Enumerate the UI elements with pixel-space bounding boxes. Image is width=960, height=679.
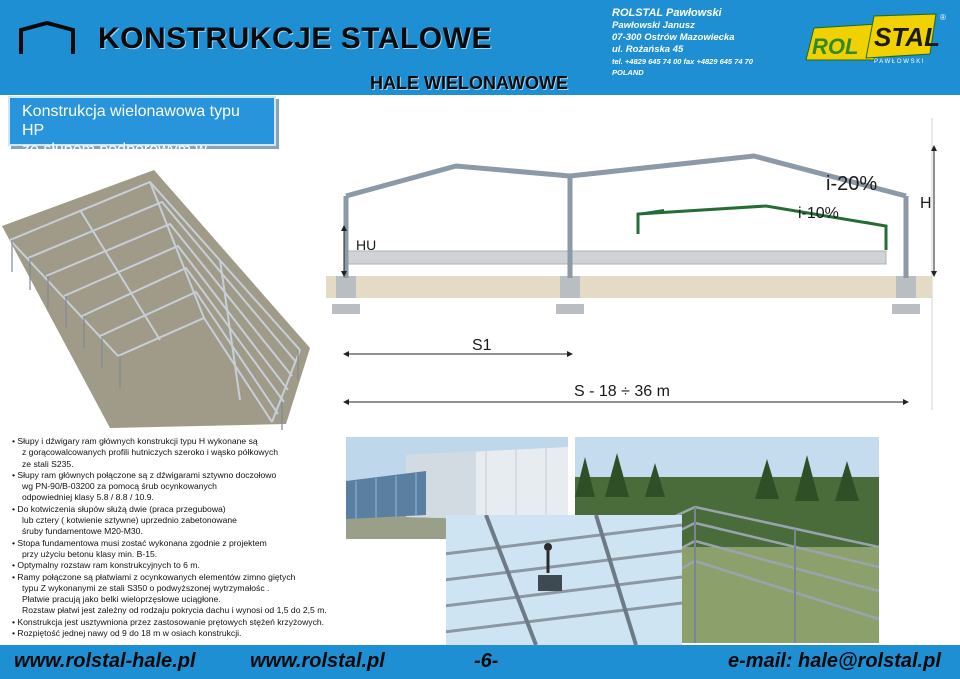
company-name: ROLSTAL Pawłowski: [612, 7, 722, 19]
construction-type-line1: Konstrukcja wielonawowa typu HP: [22, 103, 240, 139]
spec-line: ze stali S235.: [22, 458, 74, 469]
column-height-label: HU: [356, 237, 377, 253]
height-label: H: [920, 195, 932, 212]
header-bar: [0, 0, 960, 95]
page-subtitle: HALE WIELONAWOWE: [370, 73, 568, 93]
worker-figure: [544, 543, 552, 551]
steel-frame-3d-render: [0, 140, 340, 435]
spec-list: [12, 436, 342, 639]
photo-roof-purlins: [446, 515, 682, 645]
hall-outline-icon: [18, 20, 76, 56]
logo-text-rol: ROL: [812, 34, 859, 59]
company-owner: Pawłowski Janusz: [612, 20, 695, 31]
slope-outer-label: i-20%: [826, 173, 878, 195]
total-span-label: S - 18 ÷ 36 m: [574, 383, 670, 400]
spec-line: Rozstaw płatwi jest zależny od rodzaju pokrycia dachu i wynosi od 1,5 do 2,5 m.: [22, 605, 327, 616]
logo-tagline: P A W Ł O W S K I: [874, 59, 924, 65]
company-street: ul. Rożańska 45: [612, 44, 684, 55]
spec-line: odpowiedniej klasy 5.8 / 8.8 / 10.9.: [22, 492, 154, 503]
page-title: KONSTRUKCJE STALOWE: [98, 22, 492, 55]
scissor-lift: [538, 575, 562, 591]
company-country: POLAND: [612, 68, 644, 77]
website-link-main[interactable]: www.rolstal.pl: [250, 650, 385, 672]
slope-inner-label: i-10%: [798, 205, 839, 222]
email-link[interactable]: e-mail: hale@rolstal.pl: [728, 650, 941, 672]
spec-line: z gorącowalcowanych profili hutniczych szeroko i wąsko półkowych: [22, 447, 279, 458]
spec-line: • Konstrukcja jest usztywniona przez zastosowanie prętowych stężeń krzyżowych.: [12, 617, 342, 628]
company-address: [612, 7, 782, 78]
page-number: -6-: [474, 650, 499, 672]
spec-line: wg PN-90/B-03200 za pomocą śrub ocynkowanych: [22, 481, 217, 492]
website-link-hale[interactable]: www.rolstal-hale.pl: [14, 650, 196, 672]
cross-section-diagram: [326, 118, 960, 410]
company-phone: tel. +4829 645 74 00 fax +4829 645 74 70: [612, 57, 753, 66]
spec-line: • Słupy i dźwigary ram głównych konstrukcji typu H wykonane są: [12, 436, 342, 447]
floor-slab: [344, 251, 886, 264]
spec-line: • Słupy ram głównych połączone są z dźwigarami sztywno doczołowo: [12, 470, 342, 481]
nave-span-label: S1: [472, 337, 492, 354]
spec-line: • Optymalny rozstaw ram konstrukcyjnych to 6 m.: [12, 560, 342, 571]
spec-line: śruby fundamentowe M20-M30.: [22, 526, 143, 537]
spec-line: • Do kotwiczenia słupów służą dwie (praca przegubowa): [12, 504, 342, 515]
construction-type-line2: ze słupem podporowym w kalenicy: [22, 141, 207, 177]
registered-mark: ®: [940, 13, 946, 22]
spec-line: typu Z wykonanymi ze stali S350 o podwyższonej wytrzymałośc .: [22, 582, 270, 593]
rolstal-logo: [804, 10, 952, 66]
spec-line: Płatwie pracują jako belki wieloprzęsłowe uciągłone.: [22, 594, 221, 605]
logo-text-stal: STAL: [874, 22, 940, 52]
footer-bar: [0, 645, 960, 679]
ground-layer: [326, 276, 932, 298]
spec-line: • Ramy połączone są płatwiami z ocynkowanych elementów zimno giętych: [12, 572, 342, 583]
spec-line: • Rozpiętość jednej nawy od 9 do 18 m w osiach konstrukcji.: [12, 628, 342, 639]
spec-line: lub cztery ( kotwienie sztywne) uprzednio zabetonowane: [22, 515, 237, 526]
spec-line: • Stopa fundamentowa musi zostać wykonana zgodnie z projektem: [12, 538, 342, 549]
construction-type-box: [8, 96, 276, 177]
company-city: 07-300 Ostrów Mazowiecka: [612, 32, 735, 43]
spec-line: przy użyciu betonu klasy min. B-15.: [22, 548, 158, 559]
